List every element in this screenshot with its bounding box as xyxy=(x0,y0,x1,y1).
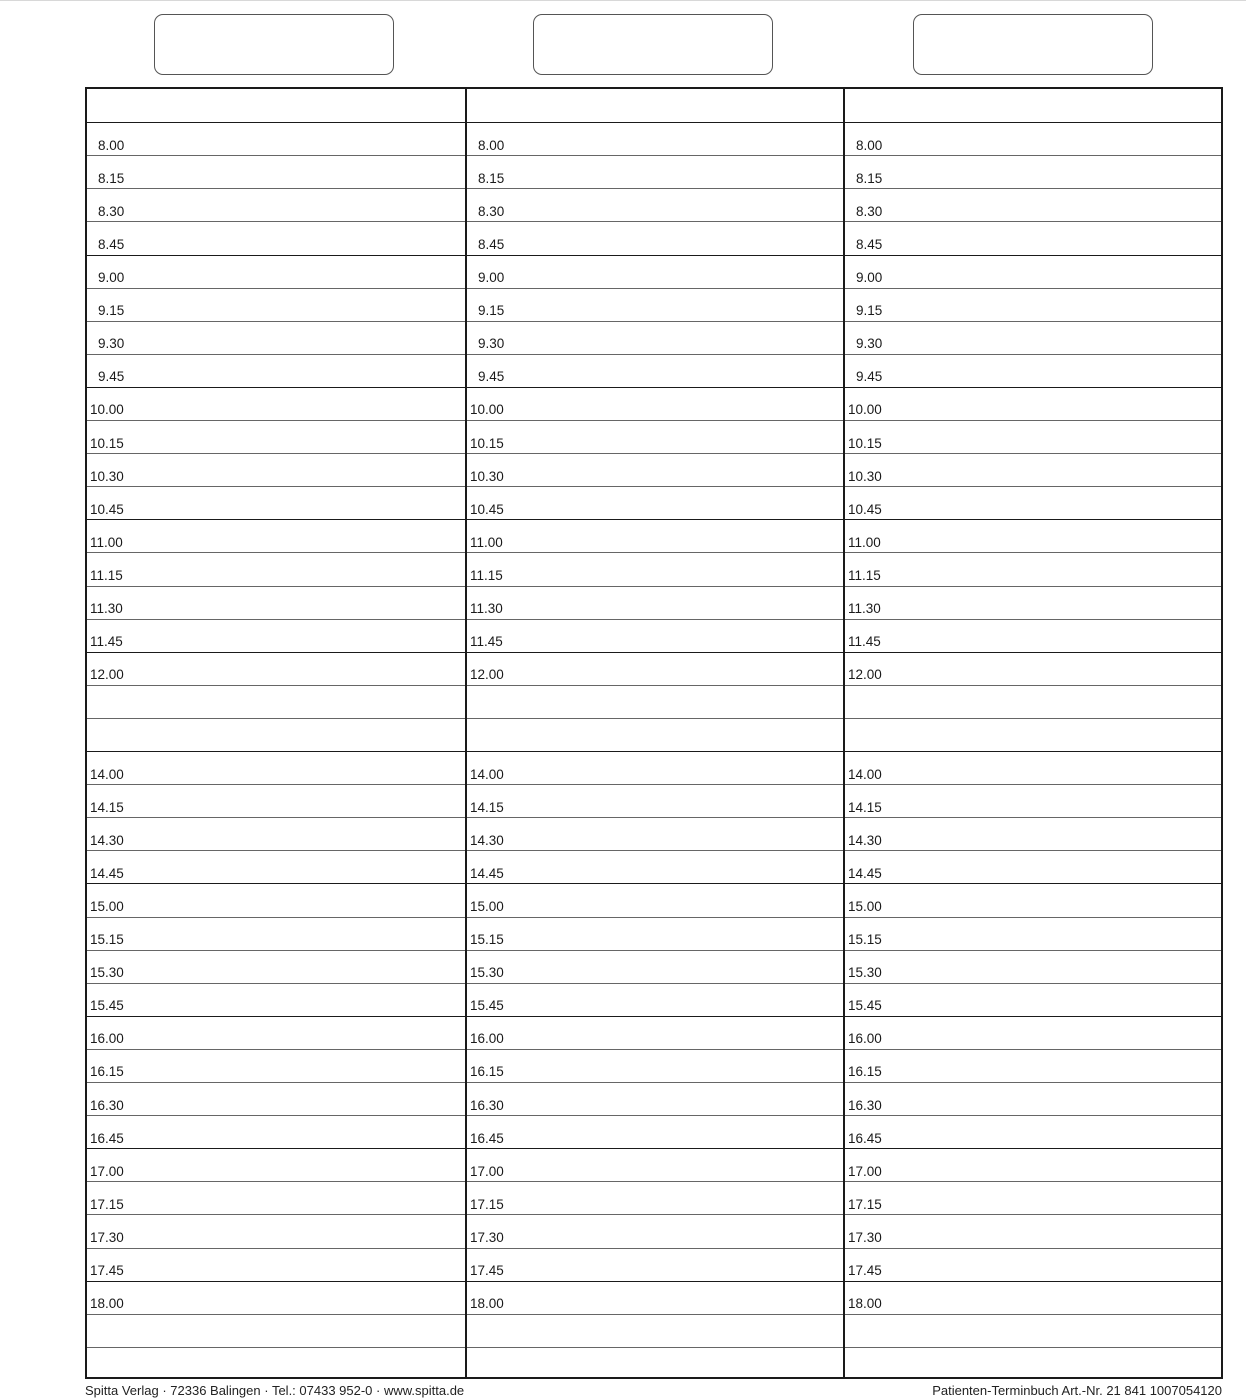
time-slot-label: 16.30 xyxy=(90,1097,124,1113)
time-slot-row[interactable] xyxy=(467,983,843,1016)
time-slot-label: 10.00 xyxy=(470,402,504,418)
time-slot-row[interactable] xyxy=(467,1214,843,1247)
time-slot-row[interactable] xyxy=(467,1082,843,1115)
time-slot-row[interactable] xyxy=(845,255,1221,288)
time-slot-row[interactable] xyxy=(87,1181,465,1214)
time-slot-label: 17.15 xyxy=(848,1196,882,1212)
time-slot-row[interactable] xyxy=(845,685,1221,718)
time-slot-label: 17.15 xyxy=(470,1196,504,1212)
time-slot-label: 11.30 xyxy=(90,601,123,617)
time-slot-row[interactable] xyxy=(845,89,1221,122)
time-slot-row[interactable] xyxy=(467,1347,843,1380)
time-slot-row[interactable] xyxy=(87,122,465,155)
time-slot-label: 17.30 xyxy=(848,1229,882,1245)
time-slot-row[interactable] xyxy=(467,188,843,221)
time-slot-label: 10.45 xyxy=(848,501,882,517)
time-slot-row[interactable] xyxy=(845,1181,1221,1214)
time-slot-label: 16.30 xyxy=(470,1097,504,1113)
time-slot-label: 18.00 xyxy=(470,1296,504,1312)
time-slot-row[interactable] xyxy=(467,1181,843,1214)
time-slot-label: 8.30 xyxy=(98,203,125,219)
time-slot-label: 8.15 xyxy=(478,170,505,186)
time-slot-label: 15.00 xyxy=(90,898,124,914)
time-slot-row[interactable] xyxy=(467,883,843,916)
time-slot-row[interactable] xyxy=(87,817,465,850)
time-slot-label: 11.45 xyxy=(848,634,881,650)
time-slot-label: 14.30 xyxy=(470,832,504,848)
time-slot-label: 10.45 xyxy=(470,501,504,517)
time-slot-label: 8.00 xyxy=(478,137,505,153)
time-slot-label: 15.45 xyxy=(470,998,504,1014)
time-slot-row[interactable] xyxy=(467,586,843,619)
time-slot-row[interactable] xyxy=(467,917,843,950)
time-slot-label: 17.30 xyxy=(90,1229,124,1245)
time-slot-row[interactable] xyxy=(87,354,465,387)
time-slot-label: 14.45 xyxy=(470,865,504,881)
time-slot-label: 15.45 xyxy=(90,998,124,1014)
time-slot-row[interactable] xyxy=(467,1281,843,1314)
time-slot-row[interactable] xyxy=(87,519,465,552)
time-slot-row[interactable] xyxy=(87,552,465,585)
time-slot-label: 14.15 xyxy=(90,799,124,815)
time-slot-row[interactable] xyxy=(87,1049,465,1082)
publisher-footer: Spitta Verlag · 72336 Balingen · Tel.: 07433 952-0 · www.spitta.de xyxy=(85,1383,465,1398)
time-slot-label: 16.15 xyxy=(90,1064,124,1080)
time-slot-label: 14.45 xyxy=(848,865,882,881)
time-slot-label: 10.30 xyxy=(470,468,504,484)
time-slot-row[interactable] xyxy=(87,486,465,519)
time-slot-row[interactable] xyxy=(467,652,843,685)
time-slot-label: 8.15 xyxy=(98,170,125,186)
time-slot-row[interactable] xyxy=(845,1347,1221,1380)
time-slot-row[interactable] xyxy=(87,652,465,685)
time-slot-label: 17.00 xyxy=(470,1163,504,1179)
time-slot-row[interactable] xyxy=(845,420,1221,453)
time-slot-label: 10.45 xyxy=(90,501,124,517)
time-slot-label: 16.15 xyxy=(470,1064,504,1080)
time-slot-row[interactable] xyxy=(845,1148,1221,1181)
time-slot-row[interactable] xyxy=(845,486,1221,519)
time-slot-label: 14.30 xyxy=(90,832,124,848)
time-slot-row[interactable] xyxy=(845,288,1221,321)
time-slot-label: 15.00 xyxy=(470,898,504,914)
time-slot-row[interactable] xyxy=(845,850,1221,883)
time-slot-row[interactable] xyxy=(467,288,843,321)
time-slot-label: 17.45 xyxy=(90,1263,124,1279)
time-slot-label: 10.00 xyxy=(848,402,882,418)
time-slot-row[interactable] xyxy=(467,453,843,486)
time-slot-row[interactable] xyxy=(845,188,1221,221)
time-slot-label: 12.00 xyxy=(470,667,504,683)
time-slot-row[interactable] xyxy=(845,155,1221,188)
time-slot-label: 9.15 xyxy=(98,303,125,319)
time-slot-row[interactable] xyxy=(467,552,843,585)
column-1-header-field[interactable] xyxy=(154,14,394,75)
time-slot-row[interactable] xyxy=(845,1016,1221,1049)
time-slot-row[interactable] xyxy=(845,552,1221,585)
time-slot-row[interactable] xyxy=(845,1314,1221,1347)
time-slot-label: 17.00 xyxy=(90,1163,124,1179)
time-slot-label: 14.30 xyxy=(848,832,882,848)
time-slot-row[interactable] xyxy=(87,89,465,122)
time-slot-row[interactable] xyxy=(87,950,465,983)
time-slot-label: 8.45 xyxy=(98,236,125,252)
time-slot-row[interactable] xyxy=(845,354,1221,387)
time-slot-row[interactable] xyxy=(845,122,1221,155)
time-slot-row[interactable] xyxy=(845,619,1221,652)
time-slot-label: 11.45 xyxy=(90,634,123,650)
time-slot-row[interactable] xyxy=(467,321,843,354)
time-slot-row[interactable] xyxy=(467,685,843,718)
time-slot-label: 10.00 xyxy=(90,402,124,418)
time-slot-row[interactable] xyxy=(845,1082,1221,1115)
time-slot-row[interactable] xyxy=(87,453,465,486)
column-2-header-field[interactable] xyxy=(533,14,773,75)
time-slot-label: 11.30 xyxy=(848,601,881,617)
time-slot-row[interactable] xyxy=(845,751,1221,784)
time-slot-row[interactable] xyxy=(467,155,843,188)
time-slot-label: 16.45 xyxy=(470,1130,504,1146)
time-slot-label: 8.30 xyxy=(856,203,883,219)
time-slot-row[interactable] xyxy=(845,387,1221,420)
time-slot-label: 9.00 xyxy=(98,270,125,286)
time-slot-label: 16.30 xyxy=(848,1097,882,1113)
appointment-grid xyxy=(85,87,1223,1379)
time-slot-row[interactable] xyxy=(845,453,1221,486)
time-slot-row[interactable] xyxy=(845,784,1221,817)
time-slot-row[interactable] xyxy=(87,321,465,354)
time-slot-row[interactable] xyxy=(467,718,843,751)
time-slot-label: 11.00 xyxy=(90,534,123,550)
time-slot-row[interactable] xyxy=(467,950,843,983)
time-slot-label: 15.00 xyxy=(848,898,882,914)
time-slot-label: 8.00 xyxy=(98,137,125,153)
time-slot-label: 9.30 xyxy=(856,336,883,352)
time-slot-label: 15.30 xyxy=(90,965,124,981)
appointment-column-3 xyxy=(843,89,1221,1377)
time-slot-row[interactable] xyxy=(845,1214,1221,1247)
time-slot-label: 8.45 xyxy=(856,236,883,252)
time-slot-label: 10.15 xyxy=(470,435,504,451)
time-slot-label: 11.45 xyxy=(470,634,503,650)
time-slot-row[interactable] xyxy=(467,420,843,453)
time-slot-row[interactable] xyxy=(87,1016,465,1049)
time-slot-label: 16.45 xyxy=(848,1130,882,1146)
time-slot-row[interactable] xyxy=(845,586,1221,619)
time-slot-row[interactable] xyxy=(845,950,1221,983)
time-slot-label: 14.45 xyxy=(90,865,124,881)
time-slot-label: 9.15 xyxy=(856,303,883,319)
time-slot-label: 16.00 xyxy=(90,1031,124,1047)
time-slot-label: 11.15 xyxy=(470,567,503,583)
time-slot-label: 14.00 xyxy=(470,766,504,782)
time-slot-row[interactable] xyxy=(87,784,465,817)
time-slot-row[interactable] xyxy=(845,883,1221,916)
time-slot-row[interactable] xyxy=(87,1248,465,1281)
time-slot-row[interactable] xyxy=(87,1115,465,1148)
time-slot-row[interactable] xyxy=(87,1314,465,1347)
time-slot-label: 17.45 xyxy=(848,1263,882,1279)
time-slot-label: 17.15 xyxy=(90,1196,124,1212)
time-slot-row[interactable] xyxy=(87,751,465,784)
time-slot-label: 8.00 xyxy=(856,137,883,153)
time-slot-row[interactable] xyxy=(467,850,843,883)
time-slot-label: 14.15 xyxy=(848,799,882,815)
time-slot-row[interactable] xyxy=(87,1347,465,1380)
time-slot-label: 11.30 xyxy=(470,601,503,617)
time-slot-label: 18.00 xyxy=(90,1296,124,1312)
time-slot-row[interactable] xyxy=(845,917,1221,950)
time-slot-label: 9.00 xyxy=(856,270,883,286)
time-slot-row[interactable] xyxy=(845,1281,1221,1314)
time-slot-row[interactable] xyxy=(87,221,465,254)
time-slot-row[interactable] xyxy=(87,917,465,950)
time-slot-row[interactable] xyxy=(467,1148,843,1181)
time-slot-row[interactable] xyxy=(467,387,843,420)
time-slot-row[interactable] xyxy=(467,221,843,254)
time-slot-label: 16.00 xyxy=(470,1031,504,1047)
time-slot-label: 15.30 xyxy=(470,965,504,981)
time-slot-label: 16.15 xyxy=(848,1064,882,1080)
time-slot-row[interactable] xyxy=(87,1082,465,1115)
time-slot-row[interactable] xyxy=(467,1049,843,1082)
time-slot-label: 9.15 xyxy=(478,303,505,319)
time-slot-row[interactable] xyxy=(467,751,843,784)
time-slot-row[interactable] xyxy=(467,255,843,288)
time-slot-label: 16.45 xyxy=(90,1130,124,1146)
time-slot-label: 17.45 xyxy=(470,1263,504,1279)
time-slot-row[interactable] xyxy=(87,718,465,751)
time-slot-label: 11.00 xyxy=(848,534,881,550)
time-slot-row[interactable] xyxy=(467,1314,843,1347)
time-slot-row[interactable] xyxy=(845,1115,1221,1148)
time-slot-row[interactable] xyxy=(467,122,843,155)
time-slot-row[interactable] xyxy=(87,586,465,619)
time-slot-label: 9.30 xyxy=(478,336,505,352)
time-slot-row[interactable] xyxy=(87,883,465,916)
time-slot-row[interactable] xyxy=(467,784,843,817)
column-3-header-field[interactable] xyxy=(913,14,1153,75)
time-slot-label: 10.15 xyxy=(90,435,124,451)
time-slot-row[interactable] xyxy=(845,221,1221,254)
time-slot-label: 15.45 xyxy=(848,998,882,1014)
time-slot-label: 14.15 xyxy=(470,799,504,815)
time-slot-label: 14.00 xyxy=(90,766,124,782)
time-slot-row[interactable] xyxy=(467,354,843,387)
time-slot-row[interactable] xyxy=(467,486,843,519)
appointment-column-2 xyxy=(465,89,843,1377)
time-slot-row[interactable] xyxy=(87,255,465,288)
top-edge-line xyxy=(0,0,1246,1)
time-slot-label: 10.30 xyxy=(848,468,882,484)
time-slot-label: 15.15 xyxy=(90,932,124,948)
time-slot-label: 8.15 xyxy=(856,170,883,186)
time-slot-row[interactable] xyxy=(845,1049,1221,1082)
time-slot-label: 9.30 xyxy=(98,336,125,352)
article-number-footer: Patienten-Terminbuch Art.-Nr. 21 841 1007054120 xyxy=(932,1383,1222,1398)
time-slot-label: 11.15 xyxy=(848,567,881,583)
time-slot-label: 11.00 xyxy=(470,534,503,550)
time-slot-row[interactable] xyxy=(87,685,465,718)
time-slot-row[interactable] xyxy=(87,983,465,1016)
time-slot-row[interactable] xyxy=(87,420,465,453)
time-slot-row[interactable] xyxy=(467,89,843,122)
time-slot-label: 15.15 xyxy=(470,932,504,948)
time-slot-row[interactable] xyxy=(467,1115,843,1148)
time-slot-label: 9.45 xyxy=(478,369,505,385)
time-slot-row[interactable] xyxy=(467,1248,843,1281)
time-slot-row[interactable] xyxy=(87,850,465,883)
time-slot-row[interactable] xyxy=(845,718,1221,751)
time-slot-row[interactable] xyxy=(87,1214,465,1247)
time-slot-row[interactable] xyxy=(845,652,1221,685)
time-slot-label: 16.00 xyxy=(848,1031,882,1047)
time-slot-label: 8.30 xyxy=(478,203,505,219)
time-slot-row[interactable] xyxy=(87,387,465,420)
time-slot-label: 9.45 xyxy=(856,369,883,385)
time-slot-label: 8.45 xyxy=(478,236,505,252)
time-slot-row[interactable] xyxy=(87,619,465,652)
time-slot-row[interactable] xyxy=(845,983,1221,1016)
time-slot-label: 11.15 xyxy=(90,567,123,583)
time-slot-label: 18.00 xyxy=(848,1296,882,1312)
time-slot-row[interactable] xyxy=(87,1148,465,1181)
time-slot-label: 17.00 xyxy=(848,1163,882,1179)
time-slot-row[interactable] xyxy=(467,619,843,652)
time-slot-row[interactable] xyxy=(467,1016,843,1049)
time-slot-label: 12.00 xyxy=(848,667,882,683)
time-slot-row[interactable] xyxy=(845,519,1221,552)
time-slot-label: 15.15 xyxy=(848,932,882,948)
time-slot-row[interactable] xyxy=(845,321,1221,354)
time-slot-row[interactable] xyxy=(87,188,465,221)
time-slot-row[interactable] xyxy=(87,155,465,188)
time-slot-label: 17.30 xyxy=(470,1229,504,1245)
time-slot-label: 10.30 xyxy=(90,468,124,484)
time-slot-label: 9.45 xyxy=(98,369,125,385)
time-slot-label: 14.00 xyxy=(848,766,882,782)
time-slot-label: 10.15 xyxy=(848,435,882,451)
time-slot-row[interactable] xyxy=(87,288,465,321)
time-slot-row[interactable] xyxy=(845,1248,1221,1281)
time-slot-row[interactable] xyxy=(845,817,1221,850)
time-slot-row[interactable] xyxy=(467,519,843,552)
time-slot-label: 12.00 xyxy=(90,667,124,683)
time-slot-label: 9.00 xyxy=(478,270,505,286)
time-slot-row[interactable] xyxy=(467,817,843,850)
time-slot-label: 15.30 xyxy=(848,965,882,981)
appointment-column-1 xyxy=(87,89,465,1377)
time-slot-row[interactable] xyxy=(87,1281,465,1314)
